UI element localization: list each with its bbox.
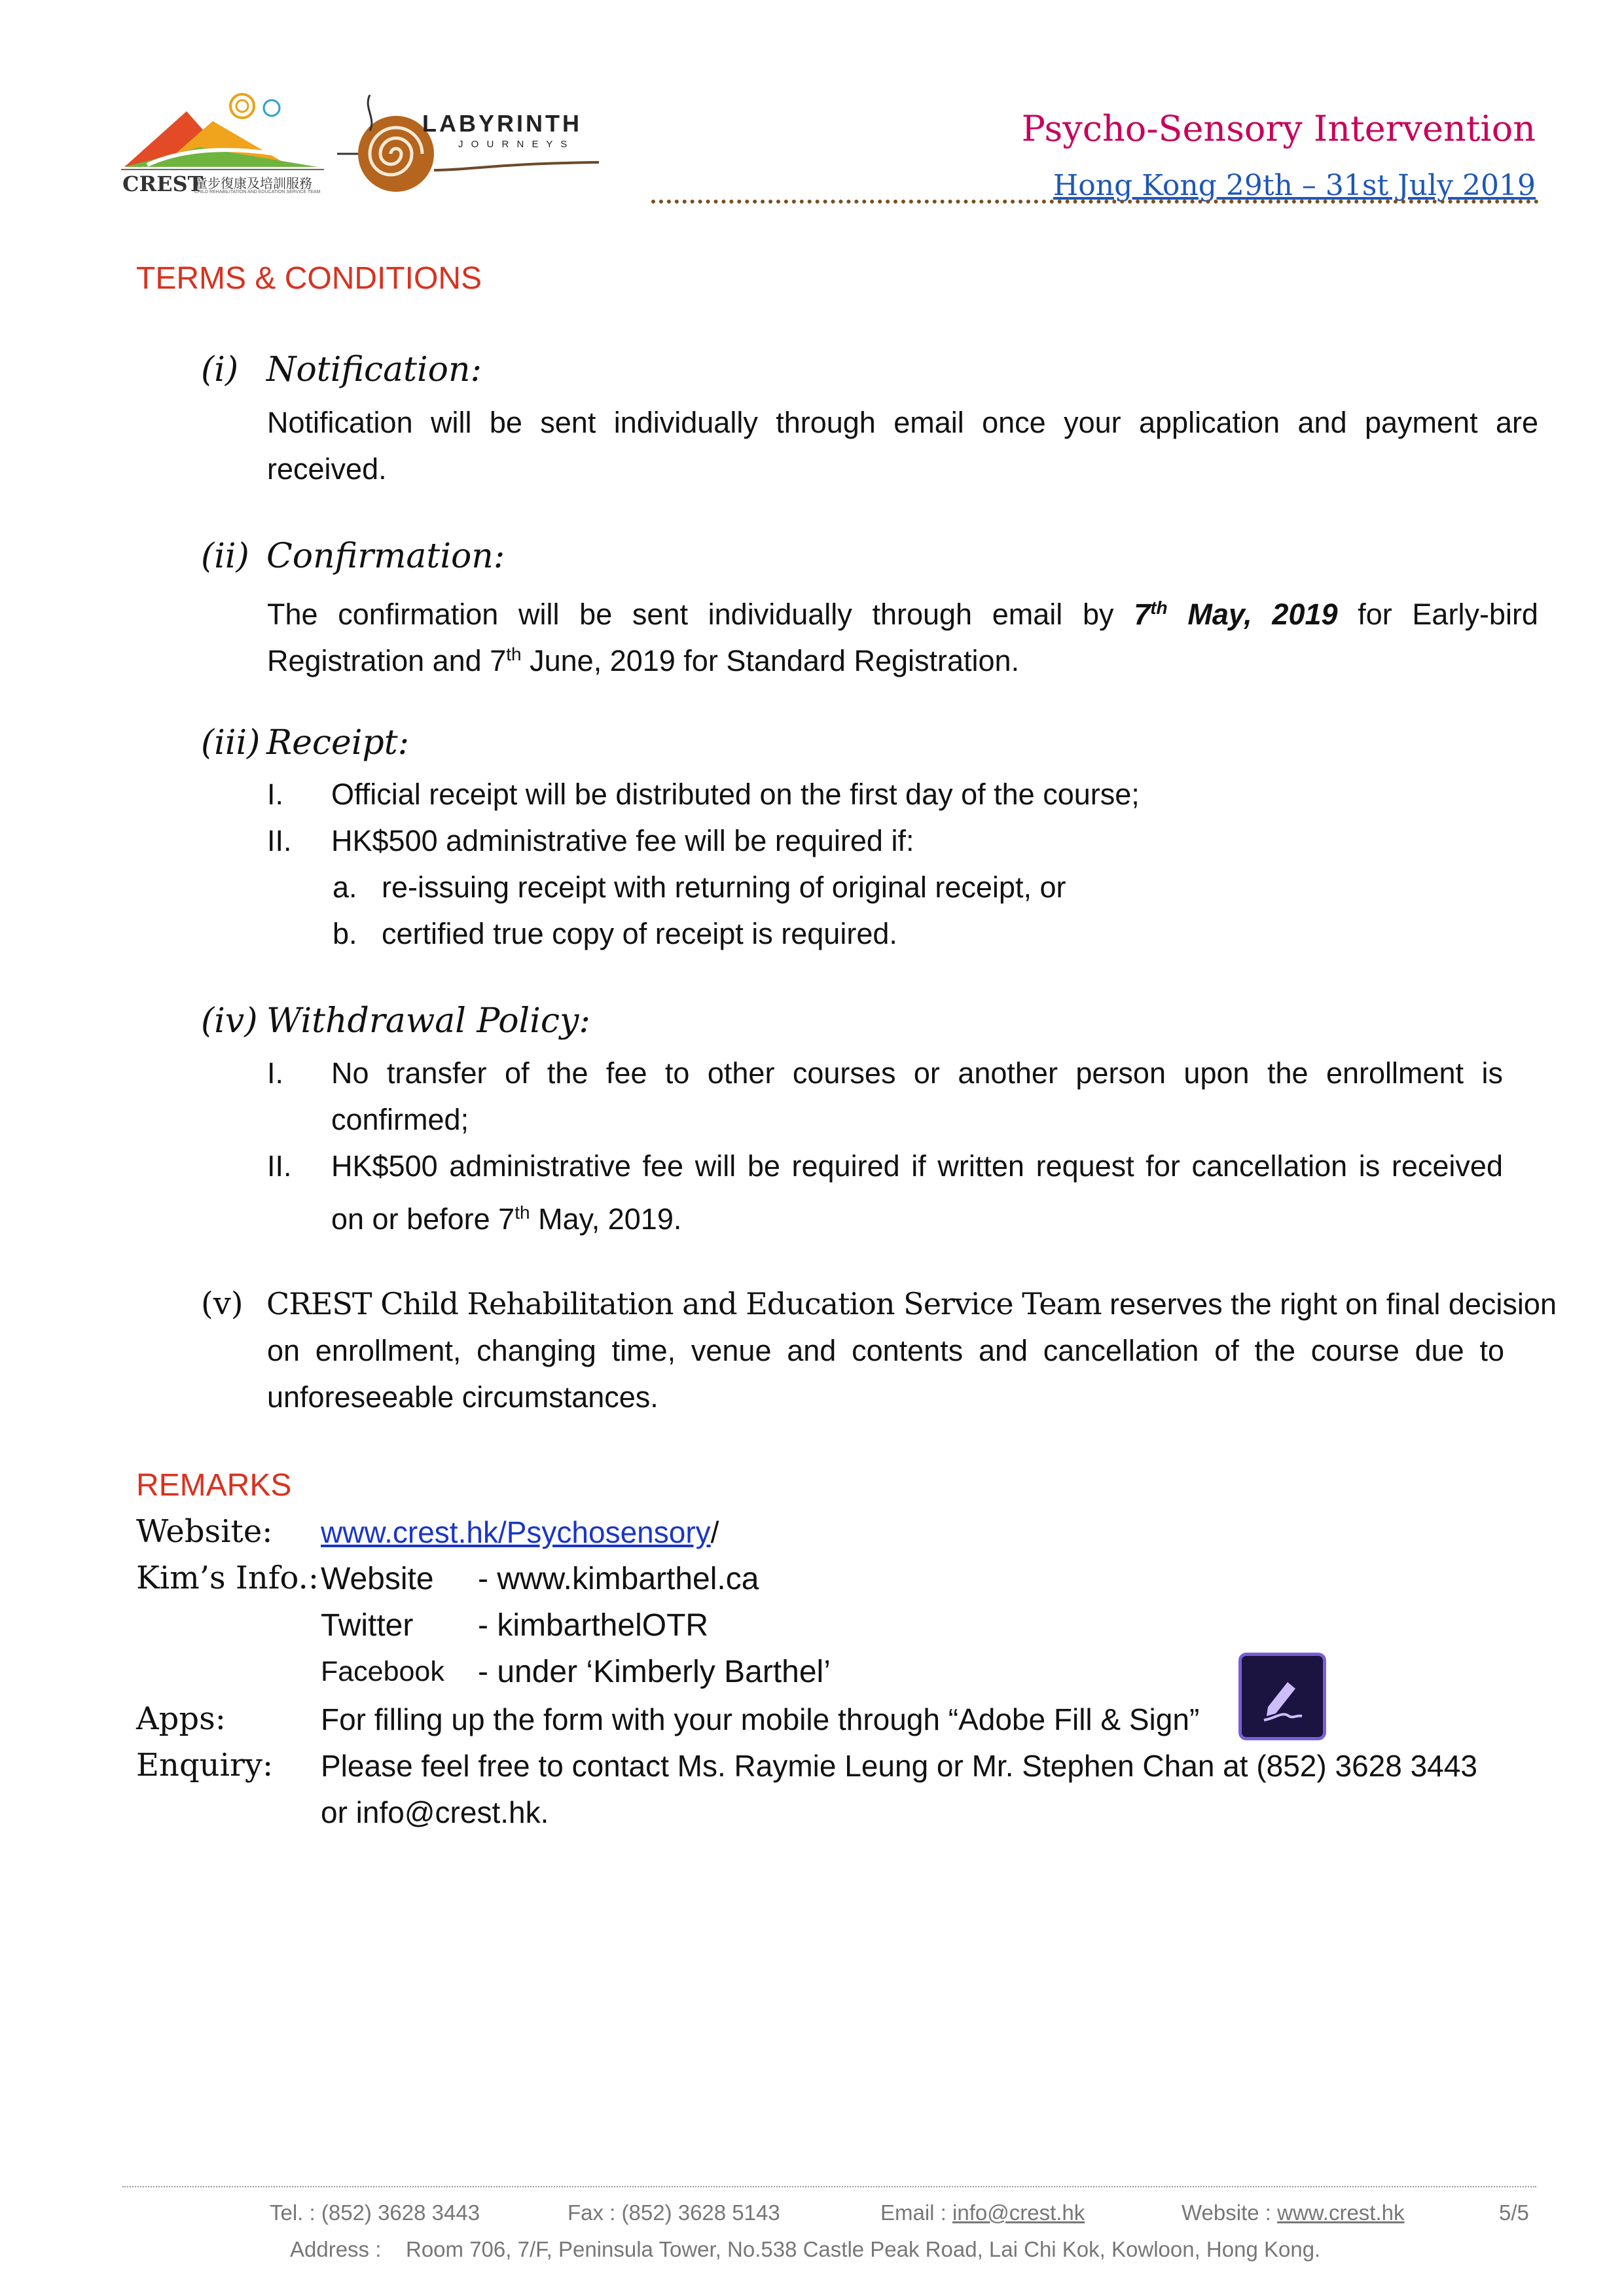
terms-heading: TERMS & CONDITIONS [136, 261, 482, 296]
confirmation-num: (ii) [201, 537, 249, 576]
crest-logo-chinese: 童步復康及培訓服務 [194, 177, 312, 191]
receipt-item-a-text: re-issuing receipt with returning of original receipt, or [382, 870, 1066, 904]
pen-icon [1242, 1656, 1323, 1737]
footer-tel: Tel. : (852) 3628 3443 [270, 2200, 480, 2225]
header-date: Hong Kong 29th – 31st July 2019 [1053, 169, 1536, 202]
withdrawal-title: Withdrawal Policy: [266, 1001, 590, 1041]
labyrinth-logo-subtitle: J O U R N E Y S [458, 139, 570, 150]
withdrawal-item-ii-line-2-a: on or before 7 [331, 1202, 515, 1236]
notification-num: (i) [201, 350, 239, 389]
remarks-enquiry-label: Enquiry: [136, 1747, 274, 1784]
confirmation-heading [201, 537, 505, 576]
adobe-fill-sign-icon[interactable] [1238, 1653, 1326, 1740]
header-title: Psycho-Sensory Intervention [1021, 108, 1536, 149]
receipt-num: (iii) [201, 723, 261, 762]
withdrawal-item-i-num: I. [267, 1056, 284, 1090]
notification-line-1: Notification will be sent individually through email once your application and payment are [267, 406, 1538, 439]
footer-fax: Fax : (852) 3628 5143 [568, 2200, 780, 2225]
withdrawal-item-ii-line-2 [331, 1189, 681, 1242]
footer-email [880, 2200, 1085, 2225]
footer-address: Room 706, 7/F, Peninsula Tower, No.538 Castle Peak Road, Lai Chi Kok, Kowloon, Hong Kong. [406, 2237, 1321, 2261]
footer-email-link[interactable]: info@crest.hk [952, 2200, 1085, 2225]
remarks-enquiry-line-1: Please feel free to contact Ms. Raymie Leung or Mr. Stephen Chan at (852) 3628 3443 [321, 1749, 1477, 1783]
remarks-kim-label: Kim’s Info.: [136, 1560, 319, 1596]
remarks-website-link[interactable]: www.crest.hk/Psychosensory [321, 1515, 711, 1549]
withdrawal-item-i-line-1: No transfer of the fee to other courses or another person upon the enrollment is [331, 1056, 1503, 1090]
receipt-item-i-num: I. [267, 778, 284, 811]
confirmation-line-1 [267, 584, 1538, 637]
withdrawal-item-i-line-2: confirmed; [331, 1103, 469, 1136]
confirmation-date-sup: th [1150, 598, 1168, 618]
labyrinth-logo-title: LABYRINTH [422, 110, 582, 137]
kim-row-twitter-label: Twitter [321, 1608, 414, 1643]
receipt-item-a-num: a. [333, 870, 357, 904]
crest-clause-line-1-rest: reserves the right on final decision [1110, 1287, 1557, 1321]
crest-clause-num: (v) [201, 1285, 244, 1322]
withdrawal-item-ii-line-2-sup: th [514, 1202, 530, 1223]
remarks-website-row [321, 1515, 719, 1550]
footer-email-label: Email : [880, 2200, 953, 2225]
confirmation-title: Confirmation: [266, 537, 505, 576]
receipt-item-a [333, 864, 1066, 910]
remarks-apps-text: For filling up the form with your mobile through “Adobe Fill & Sign” [321, 1702, 1200, 1736]
remarks-enquiry-line-2: or info@crest.hk. [321, 1795, 549, 1829]
withdrawal-item-ii-line-1: HK$500 administrative fee will be required if written request for cancellation is received [331, 1149, 1503, 1183]
receipt-item-b [333, 910, 897, 957]
kim-row-facebook-value: - under ‘Kimberly Barthel’ [478, 1655, 831, 1689]
confirmation-date-month: May, 2019 [1187, 598, 1338, 631]
remarks-website-label: Website: [136, 1513, 273, 1550]
confirmation-line-2-sup: th [506, 644, 522, 664]
crest-clause-line-3: unforeseeable circumstances. [267, 1380, 659, 1414]
crest-logo [121, 92, 324, 203]
withdrawal-num: (iv) [201, 1001, 258, 1041]
confirmation-line-2 [267, 631, 1019, 684]
confirmation-line-1-a: The confirmation will be sent individually through email by [267, 598, 1114, 631]
crest-clause-line-2: on enrollment, changing time, venue and contents and cancellation of the course due to [267, 1334, 1504, 1367]
confirmation-line-2-b: June, 2019 for Standard Registration. [530, 644, 1020, 677]
receipt-item-i-text: Official receipt will be distributed on the first day of the course; [331, 778, 1140, 811]
kim-row-website-label: Website [321, 1562, 434, 1596]
footer-website-label: Website : [1182, 2200, 1278, 2225]
remarks-website-tail: / [710, 1515, 719, 1549]
kim-row-twitter-value: - kimbarthelOTR [478, 1608, 709, 1643]
remarks-apps-label: Apps: [136, 1700, 226, 1737]
footer-website [1182, 2200, 1405, 2225]
receipt-heading [201, 723, 409, 762]
withdrawal-heading [201, 1001, 590, 1041]
crest-logo-text: CREST [122, 171, 204, 196]
footer-divider [122, 2186, 1536, 2187]
receipt-item-ii-text: HK$500 administrative fee will be required if: [331, 824, 914, 857]
footer-address-label: Address : [290, 2237, 382, 2261]
notification-title: Notification: [266, 350, 482, 389]
header-divider [651, 200, 1539, 204]
confirmation-line-1-d: for Early-bird [1358, 598, 1538, 631]
crest-logo-subtitle: CHILD REHABILITATION AND EDUCATION SERVICE TEAM [194, 190, 321, 194]
kim-row-facebook-label: Facebook [321, 1656, 444, 1687]
confirmation-date-day: 7 [1134, 598, 1151, 631]
receipt-item-ii [267, 817, 914, 864]
kim-row-website-value: - www.kimbarthel.ca [478, 1562, 759, 1596]
receipt-item-b-num: b. [333, 917, 357, 950]
notification-heading [201, 350, 482, 389]
receipt-title: Receipt: [266, 723, 410, 762]
withdrawal-item-ii-num: II. [267, 1149, 292, 1183]
confirmation-line-2-a: Registration and 7 [267, 644, 507, 677]
notification-line-2: received. [267, 452, 387, 486]
withdrawal-item-ii-line-2-b: May, 2019. [538, 1202, 682, 1236]
receipt-item-b-text: certified true copy of receipt is required. [382, 917, 897, 950]
labyrinth-logo [324, 92, 612, 206]
crest-clause-name: CREST Child Rehabilitation and Education Service Team [266, 1286, 1102, 1321]
footer-page-number: 5/5 [1499, 2200, 1529, 2225]
receipt-item-i [267, 771, 1140, 817]
receipt-item-ii-num: II. [267, 824, 292, 857]
footer-website-link[interactable]: www.crest.hk [1277, 2200, 1405, 2225]
remarks-heading: REMARKS [136, 1468, 292, 1503]
crest-clause-line-1 [201, 1281, 1557, 1327]
